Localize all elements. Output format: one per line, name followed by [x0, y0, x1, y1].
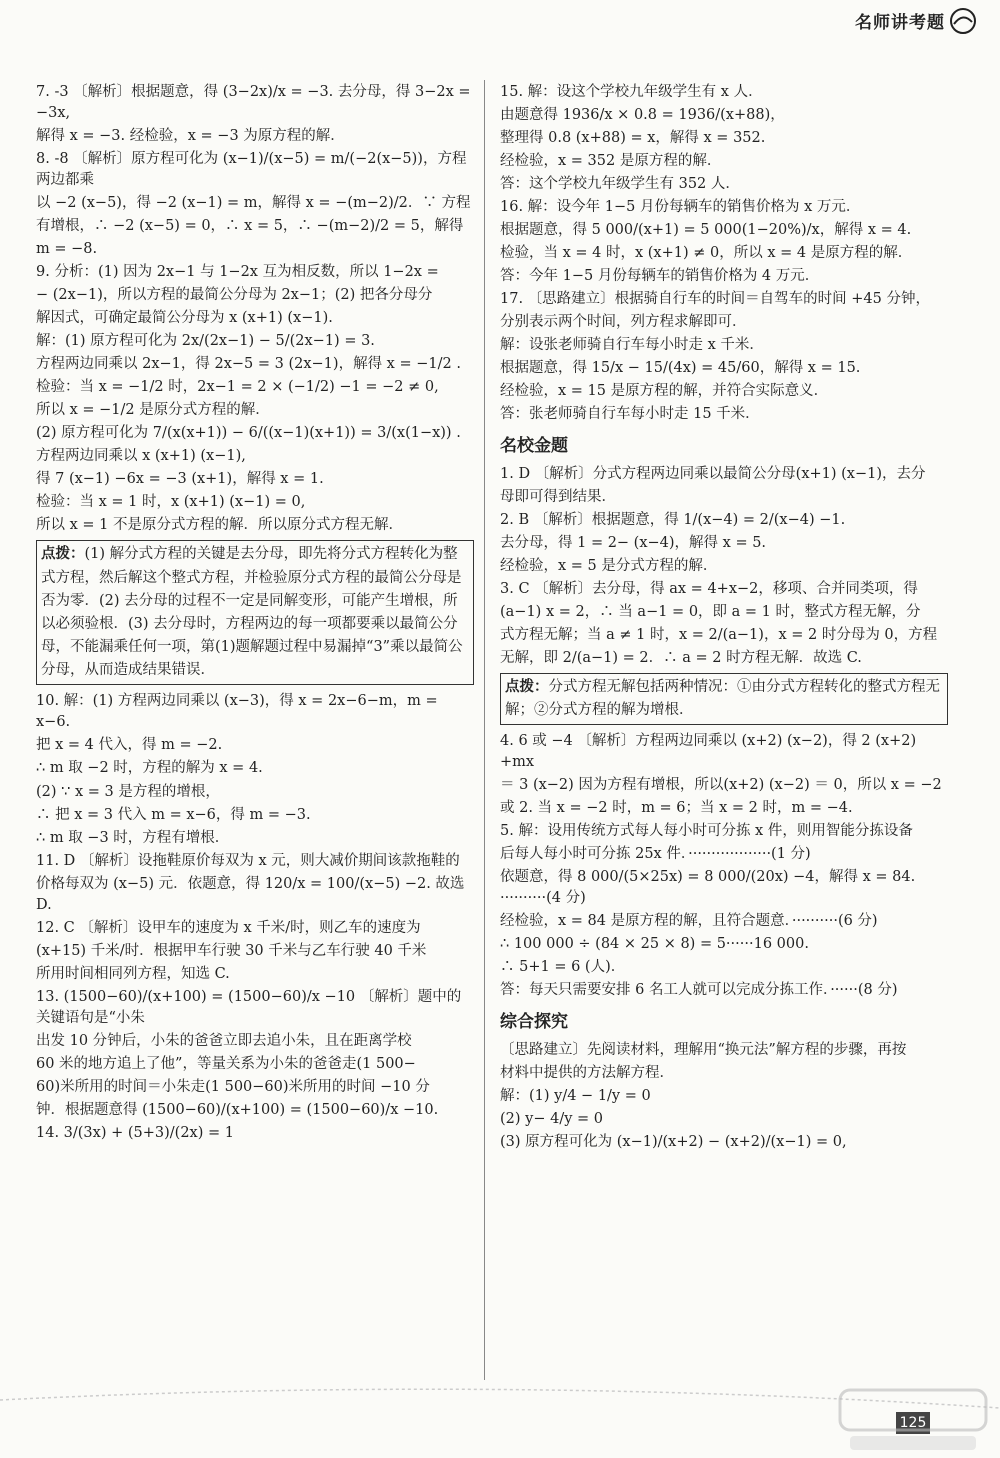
text-line: 解得 x = −3. 经检验，x = −3 为原方程的解．	[36, 128, 345, 145]
text-line: 解：(1) 原方程可化为 2x/(2x−1) − 5/(2x−1) = 3.	[36, 333, 375, 350]
text-line: 方程两边同乘以 x (x+1) (x−1),	[36, 448, 246, 465]
tip-label: 点拨：	[505, 678, 549, 695]
text-line: 钟．根据题意得 (1500−60)/(x+100) = (1500−60)/x −10.	[36, 1101, 439, 1118]
text-line: 或 2. 当 x = −2 时，m = 6；当 x = 2 时，m = −4.	[500, 800, 853, 817]
section-title: 名校金题	[500, 436, 568, 457]
text-line: 答：今年 1−5 月份每辆车的销售价格为 4 万元．	[500, 268, 820, 285]
text-line: 根据题意，得 15/x − 15/(4x) = 45/60，解得 x = 15.	[500, 360, 861, 377]
text-line: 去分母，得 1 = 2− (x−4)，解得 x = 5.	[500, 534, 767, 551]
text-line: 14. 3/(3x) + (5+3)/(2x) = 1	[36, 1124, 234, 1141]
tip-label: 点拨：	[41, 546, 85, 563]
text-line: 出发 10 分钟后，小朱的爸爸立即去追小朱，且在距离学校	[36, 1032, 412, 1049]
text-line: 解：设张老师骑自行车每小时走 x 千米．	[500, 337, 764, 354]
text-line: 12. C 〔解析〕设甲车的速度为 x 千米/时，则乙车的速度为	[36, 919, 421, 936]
text-line: 依题意，得 8 000/(5×25x) = 8 000/(20x) −4，解得 x = 84. ··········(4 分)	[500, 869, 916, 907]
text-line: 检验：当 x = −1/2 时，2x−1 = 2 × (−1/2) −1 = −2 ≠ 0,	[36, 379, 439, 396]
text-line: (a−1) x = 2，∴ 当 a−1 = 0，即 a = 1 时，整式方程无解，分	[500, 603, 921, 620]
watermark-logo	[838, 1388, 988, 1454]
text-line: 无解，即 2/(a−1) = 2．∴ a = 2 时方程无解．故选 C.	[500, 649, 862, 666]
text-line: ∴ 100 000 ÷ (84 × 25 × 8) = 5······16 000.	[500, 936, 809, 953]
text-line: ＝ 3 (x−2) 因为方程有增根，所以(x+2) (x−2) ＝ 0，所以 x = −2	[500, 777, 942, 794]
text-line: 15. 解：设这个学校九年级学生有 x 人．	[500, 84, 763, 100]
text-line: (2) ∵ x = 3 是方程的增根，	[36, 783, 220, 800]
text-line: ∴ 5+1 = 6 (人)．	[500, 959, 626, 976]
text-line: 所用时间相同列方程，知选 C.	[36, 965, 230, 982]
tip-text: 分式方程无解包括两种情况：①由分式方程转化的整式方程无解；②分式方程的解为增根．	[505, 678, 940, 718]
text-line: ∴ m 取 −3 时，方程有增根．	[36, 829, 230, 846]
brand-logo-icon	[948, 6, 978, 36]
text-line: 60)米所用的时间＝小朱走(1 500−60)米所用的时间 −10 分	[36, 1078, 430, 1095]
text-line: 得 7 (x−1) −6x = −3 (x+1)，解得 x = 1.	[36, 471, 324, 488]
text-line: 解因式，可确定最简公分母为 x (x+1) (x−1).	[36, 310, 333, 327]
section-title: 综合探究	[500, 1012, 568, 1033]
text-line: ∴ m 取 −2 时，方程的解为 x = 4.	[36, 760, 263, 777]
tip-box	[500, 673, 948, 725]
text-line: 母即可得到结果．	[500, 488, 616, 505]
text-line: m = −8.	[36, 241, 98, 258]
text-line: 13. (1500−60)/(x+100) = (1500−60)/x −10 〔解析〕题中的关键语句是“小朱	[36, 988, 462, 1026]
left-column	[36, 82, 474, 1146]
text-line: 10. 解：(1) 方程两边同乘以 (x−3)，得 x = 2x−6−m，m = x−6.	[36, 693, 438, 731]
text-line: 根据题意，得 5 000/(x+1) = 5 000(1−20%)/x，解得 x = 4.	[500, 222, 912, 239]
text-line: 整理得 0.8 (x+88) = x，解得 x = 352.	[500, 130, 766, 147]
text-line: 17. 〔思路建立〕根据骑自行车的时间＝自驾车的时间 +45 分钟，	[500, 291, 930, 308]
text-line: 方程两边同乘以 2x−1，得 2x−5 = 3 (2x−1)，解得 x = −1/2 .	[36, 356, 461, 373]
brand-title: 名师讲考题	[855, 13, 945, 33]
text-line: 60 米的地方追上了他”，等量关系为小朱的爸爸走(1 500−	[36, 1055, 416, 1072]
text-line: 所以 x = −1/2 是原分式方程的解．	[36, 402, 270, 419]
text-line: 2. B 〔解析〕根据题意，得 1/(x−4) = 2/(x−4) −1.	[500, 511, 846, 528]
text-line: 所以 x = 1 不是原分式方程的解．所以原分式方程无解．	[36, 517, 403, 534]
text-line: 检验：当 x = 1 时，x (x+1) (x−1) = 0,	[36, 494, 306, 511]
text-line: 以 −2 (x−5)，得 −2 (x−1) = m，解得 x = −(m−2)/2．∵ 方程	[36, 195, 471, 212]
text-line: − (2x−1)，所以方程的最简公分母为 2x−1；(2) 把各分母分	[36, 287, 433, 304]
column-divider	[484, 80, 485, 1380]
right-column	[500, 82, 948, 1155]
tip-box	[36, 540, 474, 685]
text-line: (x+15) 千米/时．根据甲车行驶 30 千米与乙车行驶 40 千米	[36, 942, 427, 959]
text-line: 经检验，x = 5 是分式方程的解．	[500, 557, 718, 574]
text-line: 分别表示两个时间，列方程求解即可．	[500, 314, 747, 331]
text-line: 答：张老师骑自行车每小时走 15 千米．	[500, 406, 760, 423]
text-line: 经检验，x = 15 是原方程的解，并符合实际意义．	[500, 383, 829, 400]
text-line: 由题意得 1936/x × 0.8 = 1936/(x+88)，	[500, 107, 785, 124]
text-line: 式方程无解；当 a ≠ 1 时，x = 2/(a−1)，x = 2 时分母为 0，方程	[500, 626, 938, 643]
text-line: 3. C 〔解析〕去分母，得 ax = 4+x−2，移项、合并同类项，得	[500, 580, 918, 597]
text-line: 答：每天只需要安排 6 名工人就可以完成分拣工作．······(8 分)	[500, 982, 898, 999]
text-line: 后每人每小时可分拣 25x 件．··················(1 分)	[500, 846, 811, 863]
text-line: (2) 原方程可化为 7/(x(x+1)) − 6/((x−1)(x+1)) = 3/(x(1−x)) .	[36, 425, 461, 442]
text-line: 有增根，∴ −2 (x−5) = 0，∴ x = 5，∴ −(m−2)/2 = 5，解得	[36, 218, 464, 235]
text-line: 16. 解：设今年 1−5 月份每辆车的销售价格为 x 万元．	[500, 199, 861, 216]
text-line: 7. -3 〔解析〕根据题意，得 (3−2x)/x = −3. 去分母，得 3−2x = −3x,	[36, 84, 471, 122]
text-line: (2) y− 4/y = 0	[500, 1110, 603, 1127]
text-line: 检验，当 x = 4 时，x (x+1) ≠ 0，所以 x = 4 是原方程的解．	[500, 245, 913, 262]
text-line: 经检验，x = 352 是原方程的解．	[500, 153, 722, 170]
text-line: 解：(1) y/4 − 1/y = 0	[500, 1087, 651, 1104]
page-number: 125	[896, 1412, 930, 1434]
text-line: (3) 原方程可化为 (x−1)/(x+2) − (x+2)/(x−1) = 0,	[500, 1133, 847, 1150]
tip-text: (1) 解分式方程的关键是去分母，即先将分式方程转化为整式方程，然后解这个整式方程，并检验原分式方程的最简公分母是否为零．(2) 去分母的过程不一定是同解变形，可能产生增根，所以必须验根．(3) 去分母时，方程两边的每一项都要乘以最简公分母，不能漏乘任何一项，第(1)题解题过程中易漏掉“3”乘以最简公分母，从而造成结果错误．	[41, 546, 463, 679]
text-line: 价格每双为 (x−5) 元．依题意，得 120/x = 100/(x−5) −2. 故选 D.	[36, 875, 465, 913]
text-line: 〔思路建立〕先阅读材料，理解用“换元法”解方程的步骤，再按	[500, 1041, 907, 1058]
text-line: 4. 6 或 −4 〔解析〕方程两边同乘以 (x+2) (x−2)，得 2 (x+2) +mx	[500, 733, 917, 771]
text-line: 1. D 〔解析〕分式方程两边同乘以最简公分母(x+1) (x−1)，去分	[500, 465, 926, 482]
text-line: 9. 分析：(1) 因为 2x−1 与 1−2x 互为相反数，所以 1−2x =	[36, 264, 439, 281]
text-line: 把 x = 4 代入，得 m = −2.	[36, 737, 223, 754]
text-line: 11. D 〔解析〕设拖鞋原价每双为 x 元，则大减价期间该款拖鞋的	[36, 852, 460, 869]
text-line: 8. -8 〔解析〕原方程可化为 (x−1)/(x−5) = m/(−2(x−5))，方程两边都乘	[36, 151, 467, 189]
text-line: 5. 解：设用传统方式每人每小时可分拣 x 件，则用智能分拣设备	[500, 823, 913, 840]
text-line: 答：这个学校九年级学生有 352 人．	[500, 176, 740, 193]
text-line: 材料中提供的方法解方程．	[500, 1064, 674, 1081]
text-line: 经检验，x = 84 是原方程的解，且符合题意．··········(6 分)	[500, 913, 878, 930]
text-line: ∴ 把 x = 3 代入 m = x−6，得 m = −3.	[36, 806, 311, 823]
